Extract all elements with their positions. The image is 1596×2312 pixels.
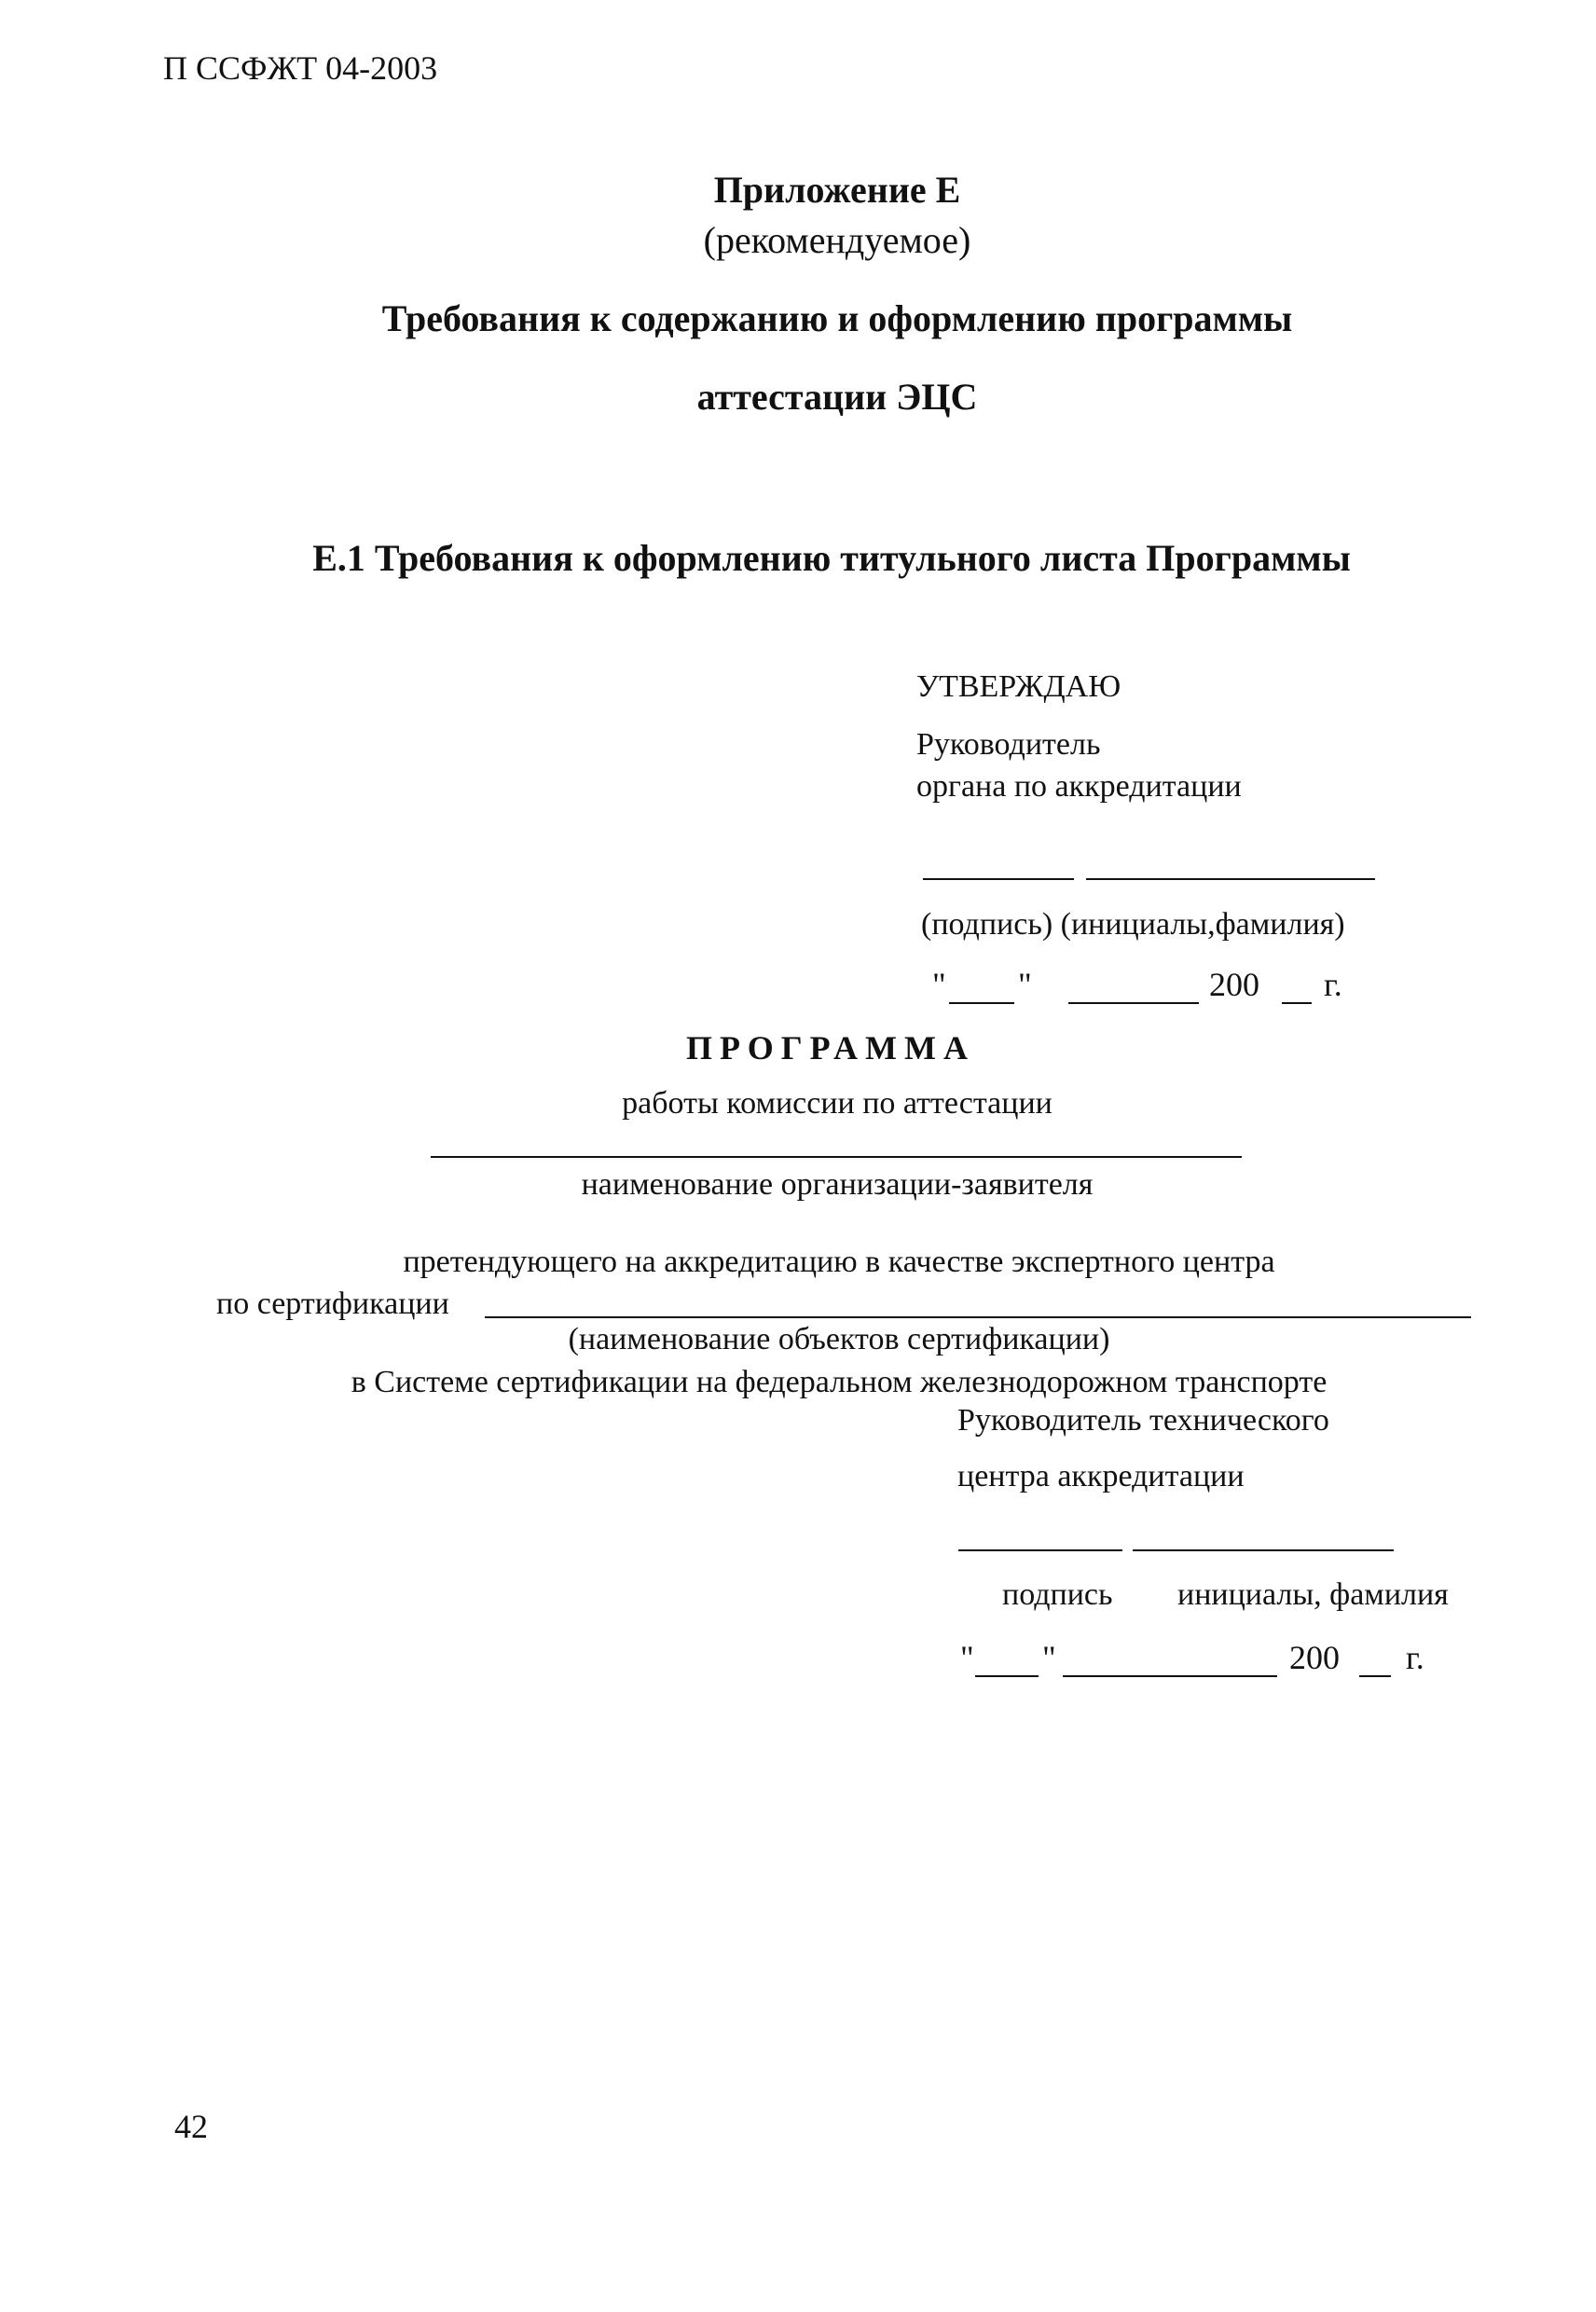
- appendix-title: Приложение Е: [713, 169, 961, 211]
- tech-center-role-line1: Руководитель технического: [957, 1403, 1329, 1438]
- approver-signature-caption: (подпись) (инициалы,фамилия): [921, 907, 1345, 942]
- document-code: П ССФЖТ 04-2003: [163, 49, 438, 87]
- approver-role-line1: Руководитель: [916, 727, 1101, 762]
- approver-role-line2: органа по аккредитации: [916, 769, 1242, 804]
- tech-center-signature-label: подпись: [1002, 1577, 1113, 1612]
- tech-center-date-day-line: [975, 1675, 1039, 1677]
- appendix-subtitle: (рекомендуемое): [703, 219, 971, 261]
- organization-name-caption: наименование организации-заявителя: [581, 1167, 1094, 1202]
- appendix-heading-line1: Требования к содержанию и оформлению программы: [381, 297, 1293, 339]
- program-title: ПРОГРАММА: [685, 1029, 976, 1067]
- approval-date-day-line: [949, 1002, 1014, 1004]
- tech-center-date-open-quote: ": [960, 1639, 974, 1676]
- approve-label: УТВЕРЖДАЮ: [916, 669, 1121, 704]
- approval-date-suffix: г.: [1324, 966, 1342, 1003]
- accreditation-claim-line: претендующего на аккредитацию в качестве экспертного центра: [403, 1245, 1275, 1279]
- tech-center-name-label: инициалы, фамилия: [1177, 1577, 1449, 1612]
- tech-center-date-suffix: г.: [1406, 1639, 1424, 1676]
- page-number: 42: [174, 2108, 208, 2145]
- certification-objects-line: [485, 1316, 1471, 1318]
- appendix-heading-line2: аттестации ЭЦС: [696, 376, 978, 418]
- section-title: Е.1 Требования к оформлению титульного листа Программы: [312, 537, 1351, 579]
- program-subtitle: работы комиссии по аттестации: [622, 1086, 1053, 1121]
- tech-center-date-close-quote: ": [1042, 1639, 1056, 1676]
- approval-date-close-quote: ": [1018, 966, 1032, 1003]
- tech-center-date-year-line: [1359, 1675, 1391, 1677]
- approver-signature-line: [923, 878, 1074, 880]
- approver-name-line: [1086, 878, 1375, 880]
- tech-center-date-month-line: [1063, 1675, 1277, 1677]
- approval-date-month-line: [1068, 1002, 1199, 1004]
- tech-center-name-line: [1133, 1549, 1394, 1551]
- tech-center-role-line2: центра аккредитации: [957, 1459, 1245, 1493]
- approval-date-year-line: [1282, 1002, 1312, 1004]
- tech-center-signature-line: [958, 1549, 1122, 1551]
- certification-prefix: по сертификации: [216, 1287, 449, 1321]
- organization-name-line: [431, 1156, 1242, 1158]
- certification-system-line: в Системе сертификации на федеральном железнодорожном транспорте: [351, 1365, 1328, 1399]
- tech-center-date-year: 200: [1289, 1639, 1340, 1676]
- approval-date-open-quote: ": [932, 966, 946, 1003]
- certification-objects-caption: (наименование объектов сертификации): [568, 1322, 1110, 1356]
- approval-date-year: 200: [1209, 966, 1259, 1003]
